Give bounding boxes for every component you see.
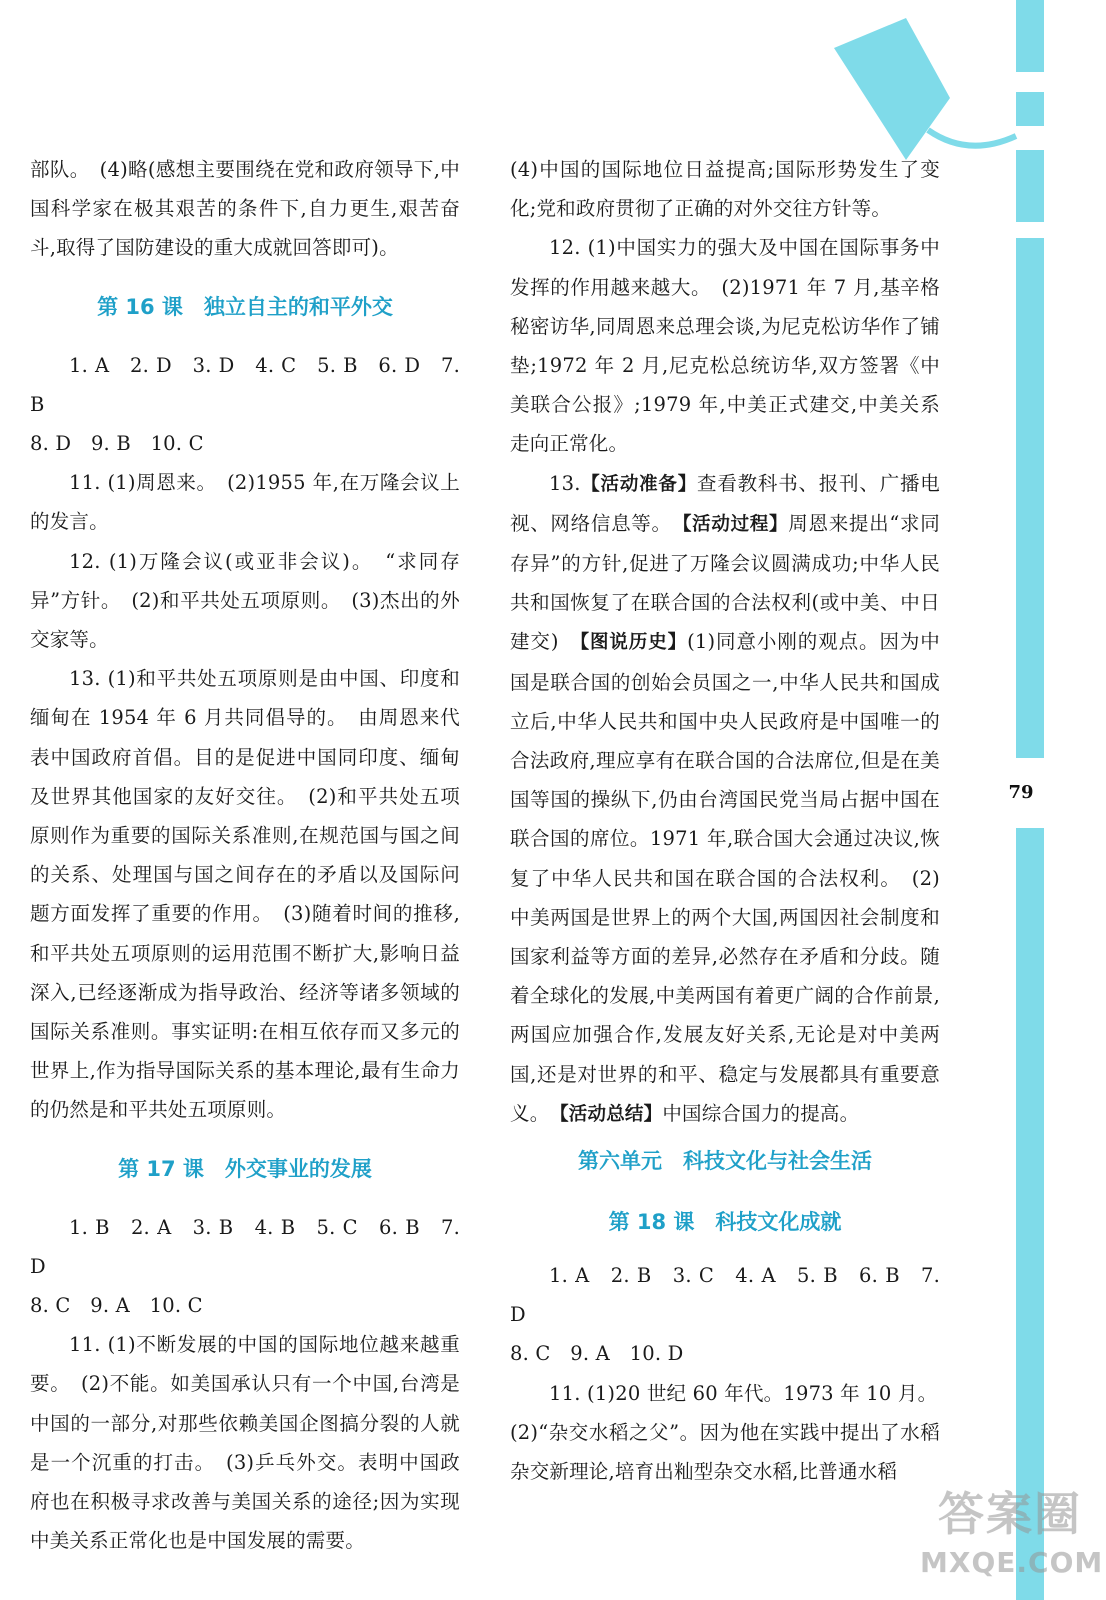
answers-line: 1. A 2. B 3. C 4. A 5. B 6. B 7. D bbox=[510, 1264, 940, 1327]
paragraph: 部队。 (4)略(感想主要围绕在党和政府领导下,中国科学家在极其艰苦的条件下,自力更生,艰苦奋斗,取得了国防建设的重大成就回答即可)。 bbox=[30, 158, 460, 260]
lesson-16-heading: 第 16 课 独立自主的和平外交 bbox=[97, 294, 393, 319]
watermark-text: 答案圈 bbox=[938, 1487, 1082, 1541]
answers-line: 8. C 9. A 10. C bbox=[30, 1294, 203, 1318]
answer-13 bbox=[510, 464, 940, 1134]
paragraph: (4)中国的国际地位日益提高;国际形势发生了变化;党和政府贯彻了正确的对外交往方针等。 bbox=[510, 158, 940, 221]
answers-line: 8. D 9. B 10. C bbox=[30, 432, 204, 456]
activity-process-tag: 【活动过程】 bbox=[682, 513, 789, 535]
answers-line: 1. B 2. A 3. B 4. B 5. C 6. B 7. D bbox=[30, 1215, 460, 1278]
answer-11: 11. (1)周恩来。 (2)1955 年,在万隆会议上的发言。 bbox=[30, 471, 460, 534]
answer-11: 11. (1)不断发展的中国的国际地位越来越重要。 (2)不能。如美国承认只有一个中国,台湾是中国的一部分,对那些依赖美国企图搞分裂的人就是一个沉重的打击。 (3)乒乓外交。表明中国政府也在积极寻求改善与美国关系的途径;因为实现中美关系正常化也是中国发展的需要。 bbox=[30, 1333, 460, 1553]
edge-stripe bbox=[1016, 238, 1044, 758]
answer-text: 查看教科书、报刊、广播电视、网络信息等。 bbox=[510, 471, 940, 535]
answer-11-continued: (2)“杂交水稻之父”。因为他在实践中提出了水稻杂交新理论,培育出籼型杂交水稻,比普通水稻 bbox=[510, 1420, 940, 1484]
answer-12: 12. (1)万隆会议(或亚非会议)。 “求同存异”方针。 (2)和平共处五项原则。 (3)杰出的外交家等。 bbox=[30, 549, 460, 652]
right-column bbox=[510, 150, 940, 1491]
lesson-18-heading: 第 18 课 科技文化成就 bbox=[608, 1210, 842, 1235]
activity-prep-tag: 【活动准备】 bbox=[580, 473, 698, 495]
lesson-17-heading: 第 17 课 外交事业的发展 bbox=[118, 1156, 372, 1181]
answer-text: 周恩来提出“求同存异”的方针,促进了万隆会议圆满成功;中华人民共和国恢复了在联合国的合法权利(或中美、中日建交) bbox=[510, 511, 940, 654]
answer-number: 13. bbox=[549, 471, 581, 495]
answer-text: (1)同意小刚的观点。因为中国是联合国的创始会员国之一,中华人民共和国成立后,中华人民共和国中央人民政府是中国唯一的合法政府,理应享有在联合国的合法席位,但是在美国等国的操纵下,仍由台湾国民党当局占据中国在联合国的席位。1971 年,联合国大会通过决议,恢复了中华人民共和国在联合国的合法权利。 (2)中美两国是世界上的两个大国,两国因社会制度和国家利益等方面的差异,必然存在矛盾和分歧。随着全球化的发展,中美两国有着更广阔的合作前景,两国应加强合作,发展友好关系,无论是对中美两国,还是对世界的和平、稳定与发展都具有重要意义。 bbox=[510, 630, 940, 1125]
watermark-logo bbox=[920, 1478, 1104, 1594]
edge-stripe bbox=[1016, 92, 1044, 126]
edge-stripe bbox=[1016, 150, 1044, 222]
activity-summary-tag: 【活动总结】 bbox=[559, 1103, 663, 1125]
answer-12: 12. (1)中国实力的强大及中国在国际事务中发挥的作用越来越大。 (2)1971 年 7 月,基辛格秘密访华,同周恩来总理会谈,为尼克松访华作了铺垫;1972 年 2 月,尼克松总统访华,双方签署《中美联合公报》;1979 年,中美正式建交,中美关系走向正常化。 bbox=[510, 236, 940, 456]
unit-6-heading: 第六单元 科技文化与社会生活 bbox=[578, 1149, 872, 1174]
answers-line: 1. A 2. D 3. D 4. C 5. B 6. D 7. B bbox=[30, 353, 460, 416]
edge-stripe bbox=[1016, 0, 1044, 72]
watermark-url: MXQE.COM bbox=[920, 1546, 1104, 1579]
answer-text: 中国综合国力的提高。 bbox=[662, 1101, 860, 1125]
answers-line: 8. C 9. A 10. D bbox=[510, 1342, 684, 1366]
page-number: 79 bbox=[1008, 782, 1034, 803]
answer-11: 11. (1)20 世纪 60 年代。1973 年 10 月。 bbox=[549, 1381, 938, 1405]
left-column bbox=[30, 150, 460, 1561]
illustrated-history-tag: 【图说历史】 bbox=[579, 632, 688, 654]
answer-13: 13. (1)和平共处五项原则是由中国、印度和缅甸在 1954 年 6 月共同倡导的。 由周恩来代表中国政府首倡。目的是促进中国同印度、缅甸及世界其他国家的友好交往。 (2)和平共处五项原则作为重要的国际关系准则,在规范国与国之间的关系、处理国与国之间存在的矛盾以及国际问题方面发挥了重要的作用。 (3)随着时间的推移,和平共处五项原则的运用范围不断扩大,影响日益深入,已经逐渐成为指导政治、经济等诸多领域的国际关系准则。事实证明:在相互依存而又多元的世界上,作为指导国际关系的基本理论,最有生命力的仍然是和平共处五项原则。 bbox=[30, 667, 460, 1122]
